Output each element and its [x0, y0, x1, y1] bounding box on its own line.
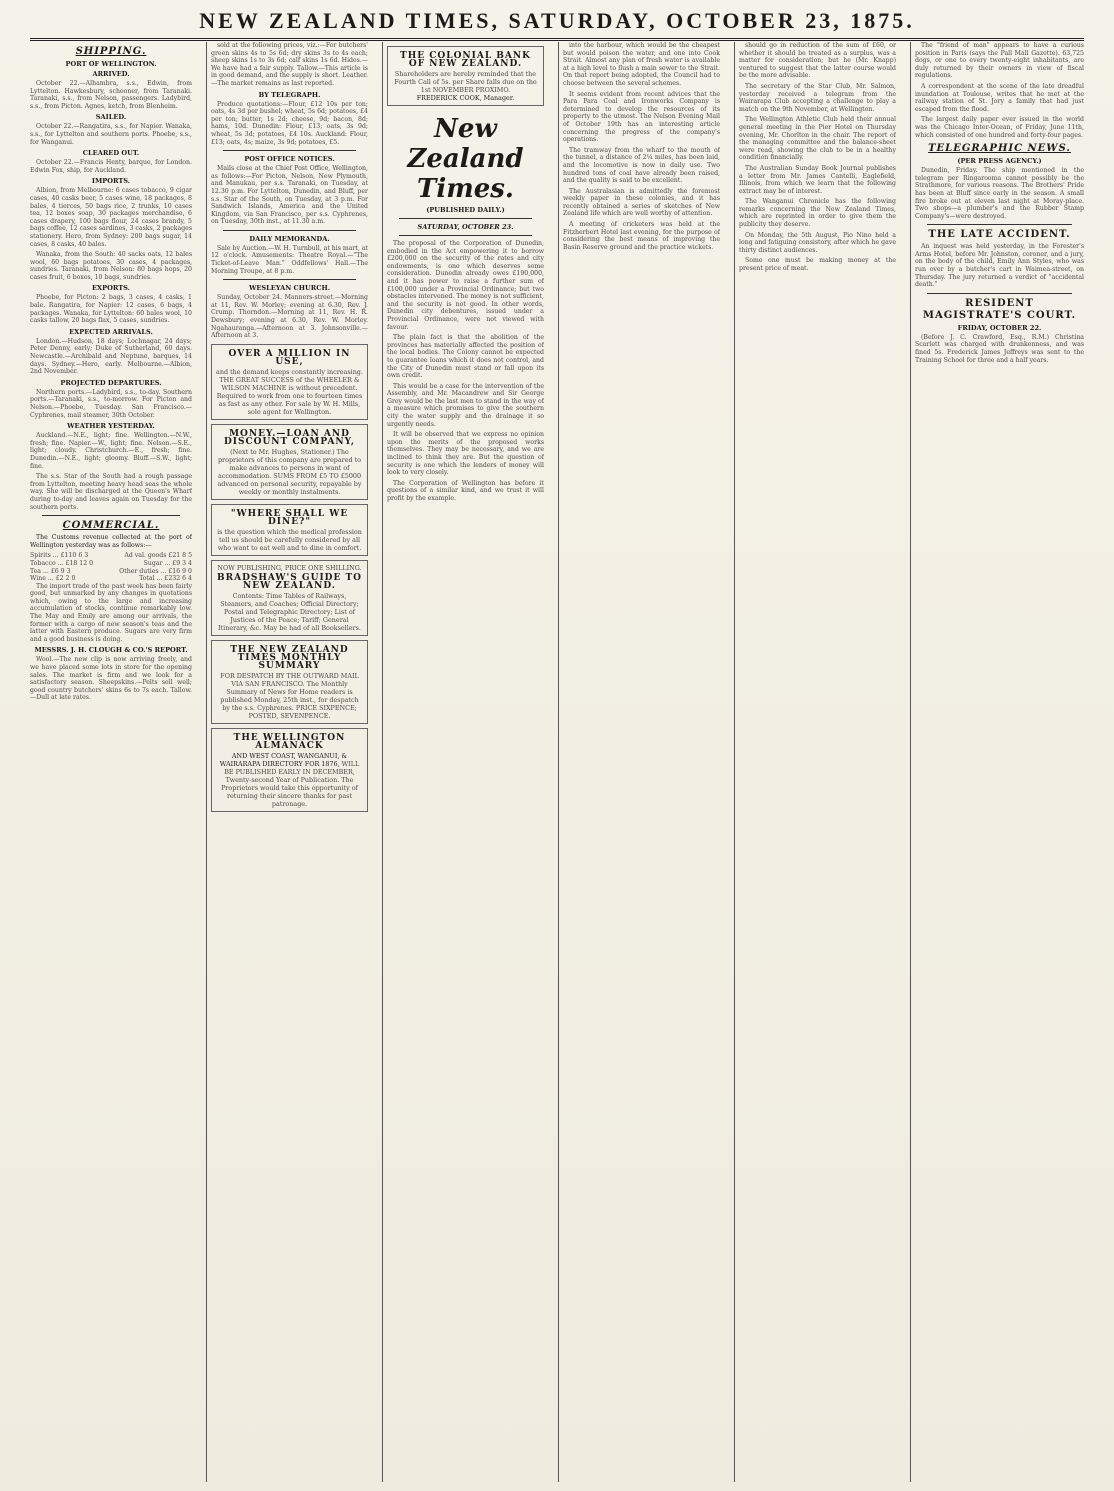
money-advert: MONEY.—LOAN AND DISCOUNT COMPANY, (Next to Mr. Hughes, Stationer.) The proprietors of this company are prepared to make advances to persons in want of accommodation. SUMS FROM £5 TO £5000 advanced on personal security, repayable by weekly or monthly instalments.	[211, 424, 368, 500]
divider	[927, 293, 1072, 294]
column-1	[30, 42, 192, 1482]
customs-row: Spirits ... £110 6 3 Ad val. goods £21 8 5	[30, 552, 192, 560]
shipping-notes: The s.s. Star of the South had a rough passage from Lyttelton, meeting heavy head seas the whole way. She will be discharged at the Queen's Wharf during to-day and leaves again on Tuesday for the southern ports.	[30, 473, 192, 511]
telegraph-heading: BY TELEGRAPH.	[258, 90, 321, 99]
clough-report-text: Wool.—The new clip is now arriving freely, and we have placed some lots in store for the opening sales. The market is firm and we look for a satisfactory season. Sheepskins.—Pelts sell well; good country butchers' skins 6s to 7s each. Tallow.—Dull at late rates.	[30, 656, 192, 702]
commercial-heading: COMMERCIAL.	[62, 520, 160, 532]
exports-text: Phoebe, for Picton: 2 bags, 3 cases, 4 casks, 1 bale. Rangatira, for Napier: 12 cases, 6 bags, 4 packages. Wanaka, for Lyttelton: 60 bales wool, 10 casks tallow, 20 bags flax, 5 cases, sundries.	[30, 294, 192, 325]
article-text-5: A meeting of cricketers was held at the Fitzherbert Hotel last evening, for the purpose of considering the best means of improving the Basin Reserve ground and the practice wickets.	[563, 221, 720, 251]
colonial-bank-signer: FREDERICK COOK, Manager.	[416, 94, 515, 102]
imports-heading: IMPORTS.	[91, 177, 131, 186]
imports-paragraph: The import trade of the past week has been fairly good, but unmarked by any changes in quotations which, owing to the large and increasing accumulation of stocks, continue remarkably low. The May and Emily are among our arrivals, the former with a cargo of new season's teas and the latter with Eastern produce. Sugars are very firm and a good business is doing.	[30, 582, 192, 643]
monthly-summary-title: THE NEW ZEALAND TIMES MONTHLY SUMMARY	[230, 644, 349, 671]
million-advert: OVER A MILLION IN USE, and the demand keeps constantly increasing. THE GREAT SUCCESS of the WHEELER & WILSON MACHINE is without precedent. Required to work from one to fourteen times as fast as any other. For sale by W. H. Mills, sole agent for Wellington.	[211, 344, 368, 420]
arrived-heading: ARRIVED.	[92, 70, 130, 78]
port-heading: PORT OF WELLINGTON.	[65, 60, 157, 68]
now-publishing: NOW PUBLISHING, PRICE ONE SHILLING.	[217, 563, 362, 572]
editorial-text-2: The plain fact is that the abolition of the provinces has materially affected the position of the local bodies. The Colony cannot be expected to guarantee loans which it does not control, and the City of Dunedin must stand or fall upon its own credit.	[387, 334, 544, 380]
article-text: into the harbour, which would be the cheapest but would poison the water, and one into Cook Strait. Almost any plan of fresh water is available at a high level to flush a main sewer to the Strait. On that report being adopted, the Council had to choose between the several schemes.	[563, 42, 720, 87]
weather-text: Auckland.—N.E., light; fine. Wellington.—N.W., fresh; fine. Napier.—W., light; fine. Nelson.—S.E., light; cloudy. Christchurch.—E., fresh; fine. Dunedin.—N.E., light; gloomy. Bluff.—S.W., light; fine.	[30, 432, 192, 470]
expected-heading: EXPECTED ARRIVALS.	[69, 327, 153, 336]
memoranda-heading: DAILY MEMORANDA.	[249, 234, 330, 243]
imports-text: Albion, from Melbourne: 6 cases tobacco, 9 cigar cases, 40 casks beer, 5 cases wine, 18 packages, 8 bales, 4 tierces, 50 bags rice, 2 trunks, 10 cases tea, 12 boxes soap, 30 packages merchandise, 6 cases drapery, 100 bags flour, 24 cases brandy, 5 bags coffee, 12 cases sardines, 3 casks, 2 packages stationery. Hero, from Sydney: 200 bags sugar, 14 cases, 8 casks, 40 bales.	[30, 187, 192, 248]
column-5	[734, 42, 896, 1482]
million-headline: OVER A MILLION IN USE,	[228, 348, 351, 367]
divider	[223, 230, 356, 231]
article-text-5: The Wanganui Chronicle has the following remarks concerning the New Zealand Times, which are reprinted in order to give them the publicity they deserve.	[739, 198, 896, 229]
columns	[30, 42, 1084, 1482]
article-text: should go in reduction of the sum of £60, or whether it should be treated as a surplus, was a matter for consideration; but he (Mr. Knapp) ventured to suggest that the latter course would be the more advisable.	[739, 42, 896, 80]
divider	[223, 279, 356, 280]
divider	[42, 515, 180, 516]
produce-text: Produce quotations:—Flour, £12 10s per ton; oats, 4s 3d per bushel; wheat, 5s 6d; potatoes, £4 per ton; butter, 1s 2d; cheese, 9d; bacon, 8d; hams, 10d. Dunedin: Flour, £13; oats, 3s 9d; wheat, 5s 3d; potatoes, £4 10s. Auckland: Flour, £13; oats, 4s; maize, 3s 9d; potatoes, £5.	[211, 100, 368, 146]
column-4	[558, 42, 720, 1482]
editorial-text: The proposal of the Corporation of Dunedin, embodied in the Act empowering it to borrow £200,000 on the security of the rates and city endowments, is one which deserves some consideration. Dunedin already owes £190,000, and it has power to raise a further sum of £100,000 under a Provincial Ordinance; but two obstacles intervened. The money is not sufficient, and the security is not good. In other words, Dunedin city debentures, issued under a Provincial Ordinance, were not viewed with favour.	[387, 240, 544, 331]
article-text-3: The largest daily paper ever issued in the world was the Chicago Inter-Ocean, of Friday, June 11th, which consisted of one hundred and forty-four pages.	[915, 116, 1084, 139]
shipping-heading: SHIPPING.	[75, 46, 147, 57]
post-office-heading: POST OFFICE NOTICES.	[244, 155, 335, 164]
bradshaw-advert: NOW PUBLISHING, PRICE ONE SHILLING. BRADSHAW'S GUIDE TO NEW ZEALAND. Contents: Time Tables of Railways, Steamers, and Coaches; Official Directory; Postal and Telegraphic Directory; List of Justices of the Peace; Tariff; General Itinerary, &c. May be had of all Booksellers.	[211, 560, 368, 636]
customs-row: Tobacco ... £18 12 0 Sugar ... £9 3 4	[30, 559, 192, 567]
customs-text: The Customs revenue collected at the port of Wellington yesterday was as follows:—	[30, 534, 192, 549]
imports-text-2: Wanaka, from the South: 40 sacks oats, 12 bales wool, 60 bags potatoes, 30 cases, 4 packages, sundries. Taranaki, from Nelson: 80 bags hops, 20 cases fruit, 6 boxes, 10 bags, sundries.	[30, 251, 192, 281]
article-text-2: It seems evident from recent advices that the Para Para Coal and Ironworks Company is determined to develop the resources of its property to the utmost. The Nelson Evening Mail of October 19th has an interesting article concerning the progress of the company's operations.	[563, 90, 720, 144]
divider	[223, 150, 356, 151]
article-text-2: A correspondent at the scene of the late dreadful inundation at Toulouse, writes that he met at the railway station of St. Jory a family that had just escaped from the flood.	[915, 82, 1084, 113]
published-daily: (PUBLISHED DAILY.)	[426, 206, 505, 214]
almanack-title: THE WELLINGTON ALMANACK	[233, 732, 346, 751]
money-headline: MONEY.—LOAN AND DISCOUNT COMPANY,	[223, 428, 356, 447]
market-text: sold at the following prices, viz.:—For butchers' green skins 4s to 5s 6d; dry skins 3s to 4s each; sheep skins 1s to 3s 6d; calf skins 1s 6d. Hides.—We have had a fair supply. Tallow.—This article is in good demand, and the supply is short. Leather.—The market remains as last reported.	[211, 42, 368, 87]
divider	[399, 235, 532, 236]
editorial-text-3: This would be a case for the intervention of the Assembly, and Mr. Macandrew and Sir George Grey would be the last men to stand in the way of a measure which promises to give the southern city the water supply and the drainage it so urgently needs.	[387, 382, 544, 428]
church-heading: WESLEYAN CHURCH.	[248, 284, 331, 293]
where-dine-headline: "WHERE SHALL WE DINE?"	[230, 508, 349, 527]
telegraphic-text: Dunedin, Friday. The ship mentioned in the telegram per Ringarooma cannot possibly be the Strathmore, for various reasons. The Brothers' Pride has been at Bluff since early in the season. A small fire broke out at eleven last night at Moray-place. Two shops—a plumber's and the Rubber Stamp Company's—were destroyed.	[915, 167, 1084, 220]
telegraphic-subheading: (PER PRESS AGENCY.)	[957, 157, 1042, 166]
bradshaw-title: BRADSHAW'S GUIDE TO NEW ZEALAND.	[217, 572, 362, 591]
clough-report-heading: MESSRS. J. H. CLOUGH & CO.'S REPORT.	[34, 646, 188, 655]
editorial-text-4: It will be observed that we express no opinion upon the merits of the proposed works themselves. They may be necessary, and we are inclined to think they are. But the question of security is one which the lenders of money will look to very closely.	[387, 431, 544, 477]
column-3	[382, 42, 544, 1482]
editorial-text-5: The Corporation of Wellington has before it questions of a similar kind, and we trust it will profit by the example.	[387, 479, 544, 502]
post-office-text: Mails close at the Chief Post Office, Wellington, as follows:—For Picton, Nelson, New Plymouth, and Manukau, per s.s. Taranaki, on Tuesday, at 12.30 p.m. For Lyttelton, Dunedin, and Bluff, per s.s. Star of the South, on Tuesday, at 3 p.m. For Sandwich Islands, America and the United Kingdom, via San Francisco, per s.s. Cyphrenes, on Tuesday, 30th inst., at 11.30 a.m.	[211, 165, 368, 226]
weather-heading: WEATHER YESTERDAY.	[67, 422, 155, 431]
divider	[927, 224, 1072, 225]
memoranda-text: Sale by Auction.—W. H. Turnbull, at his mart, at 12 o'clock. Amusements: Theatre Royal.—"The Ticket-of-Leave Man." Oddfellows' Hall.—The Morning Troupe, at 8 p.m.	[211, 244, 368, 275]
resident-court-heading: RESIDENT MAGISTRATE'S COURT.	[922, 297, 1077, 321]
editorial-date: SATURDAY, OCTOBER 23.	[417, 223, 514, 231]
newspaper-nameplate: New Zealand Times.	[407, 114, 524, 204]
cleared-heading: CLEARED OUT.	[82, 149, 140, 158]
exports-heading: EXPORTS.	[92, 284, 130, 293]
article-text-6: On Monday, the 5th August, Pio Nino held a long and fatiguing consistory, after which he gave thirty distinct audiences.	[739, 231, 896, 254]
telegraphic-heading: TELEGRAPHIC NEWS.	[928, 143, 1071, 155]
where-dine-advert: "WHERE SHALL WE DINE?" is the question which the medical profession tell us should be carefully considered by all who want to eat well and to dine in comfort.	[211, 504, 368, 556]
masthead-title: NEW ZEALAND TIMES, SATURDAY, OCTOBER 23, 1875.	[30, 8, 1084, 41]
expected-text: London.—Hudson, 18 days; Lochnagar, 24 days; Peter Denny, early; Duke of Sutherland, 60 days. Newcastle.—Archibald and Neptune, barques, 14 days. Sydney.—Hero, early. Melbourne.—Albion, 2nd November.	[30, 337, 192, 376]
colonial-bank-notice: THE COLONIAL BANK OF NEW ZEALAND. Shareholders are hereby reminded that the Fourth Call of 5s. per Share falls due on the 1st NOVEMBER PROXIMO. FREDERICK COOK, Manager.	[387, 46, 544, 106]
church-text: Sunday, October 24. Manners-street.—Morning at 11, Rev. W. Morley; evening at 6.30, Rev. J. Crump. Thorndon.—Morning at 11, Rev. H. R. Dewsbury; evening at 6.30, Rev. W. Morley. Ngahauranga.—Afternoon at 3. Johnsonville.—Afternoon at 3.	[211, 294, 368, 340]
article-text-7: Some one must be making money at the present price of meat.	[739, 257, 896, 273]
customs-row: Tea ... £6 9 3 Other duties ... £16 9 0	[30, 567, 192, 575]
projected-text: Northern ports.—Ladybird, s.s., to-day. Southern ports.—Taranaki, s.s., to-morrow. For Picton and Nelson.—Phoebe, Tuesday. San Francisco.—Cyphrenes, mail steamer, 30th October.	[30, 388, 192, 419]
accident-text: An inquest was held yesterday, in the Forester's Arms Hotel, before Mr. Johnston, coroner, and a jury, on the body of the child, Emily Ann Styles, who was run over by a butcher's cart in Waimea-street, on Thursday. The jury returned a verdict of "accidental death."	[915, 243, 1084, 289]
almanack-subtitle: AND WEST COAST, WANGANUI, & WAIRARAPA DIRECTORY FOR 1876,	[219, 751, 348, 768]
column-2	[206, 42, 368, 1482]
arrived-text: October 22.—Alhambra, s.s., Edwin, from Lyttelton. Hawkesbury, schooner, from Taranaki. Taranaki, s.s., from Nelson, passengers. Ladybird, s.s., from Picton. Agnes, ketch, from Blenheim.	[30, 80, 192, 110]
projected-heading: PROJECTED DEPARTURES.	[60, 378, 162, 387]
monthly-summary-advert: THE NEW ZEALAND TIMES MONTHLY SUMMARY FOR DESPATCH BY THE OUTWARD MAIL VIA SAN FRANCISCO. The Monthly Summary of News for Home readers is published Monday, 25th inst., for despatch by the s.s. Cyphrenes. PRICE SIXPENCE; POSTED, SEVENPENCE.	[211, 640, 368, 724]
article-text-3: The Wellington Athletic Club held their annual general meeting in the Pier Hotel on Thursday evening, Mr. Chorlton in the chair. The report of the managing committee and the balance-sheet were read, showing the club to be in a healthy condition financially.	[739, 116, 896, 162]
cleared-text: October 22.—Francis Henty, barque, for London. Edwin Fox, ship, for Auckland.	[30, 159, 192, 174]
resident-court-date: FRIDAY, OCTOBER 22.	[957, 323, 1042, 332]
divider	[399, 218, 532, 219]
sailed-heading: SAILED.	[95, 113, 127, 122]
article-text-3: The tramway from the wharf to the mouth of the tunnel, a distance of 2¼ miles, has been laid, and the locomotive is now in daily use. Two hundred tons of coal have already been raised, and the quality is said to be excellent.	[563, 146, 720, 185]
article-text-4: The Australian Sunday Book Journal publishes a letter from Mr. James Cantelli, Eaglefield, Illinois, from which we learn that the following extract may be of interest.	[739, 164, 896, 195]
accident-heading: THE LATE ACCIDENT.	[928, 229, 1071, 241]
customs-row: Wine ... £2 2 0 Total ... £232 6 4	[30, 575, 192, 583]
court-text: (Before J. C. Crawford, Esq., R.M.) Christina Scarlett was charged with drunkenness, and was fined 5s. Frederick James Jeffreys was sent to the Training School for three and a half years.	[915, 333, 1084, 364]
almanack-advert: THE WELLINGTON ALMANACK AND WEST COAST, WANGANUI, & WAIRARAPA DIRECTORY FOR 1876, WILL BE PUBLISHED EARLY IN DECEMBER, Twenty-second Year of Publication. The Proprietors would take this opportunity of returning their sincere thanks for past patronage.	[211, 728, 368, 812]
article-text-4: The Australasian is admittedly the foremost weekly paper in these colonies, and it has recently obtained a series of sketches of New Zealand life which are well worthy of attention.	[563, 187, 720, 218]
sailed-text: October 22.—Rangatira, s.s., for Napier. Wanaka, s.s., for Lyttelton and southern ports. Phoebe, s.s., for Wanganui.	[30, 123, 192, 146]
colonial-bank-title: THE COLONIAL BANK OF NEW ZEALAND.	[400, 51, 531, 69]
article-text: The "friend of man" appears to have a curious position in Paris (says the Pall Mall Gazette). 63,725 dogs, or one to every twenty-eight inhabitants, are duly returned by their owners in view of fiscal regulations.	[915, 42, 1084, 80]
column-6	[910, 42, 1084, 1482]
article-text-2: The secretary of the Star Club, Mr. Salmon, yesterday received a telegram from the Wairarapa Club accepting a challenge to play a match on the 9th November, at Wellington.	[739, 82, 896, 113]
